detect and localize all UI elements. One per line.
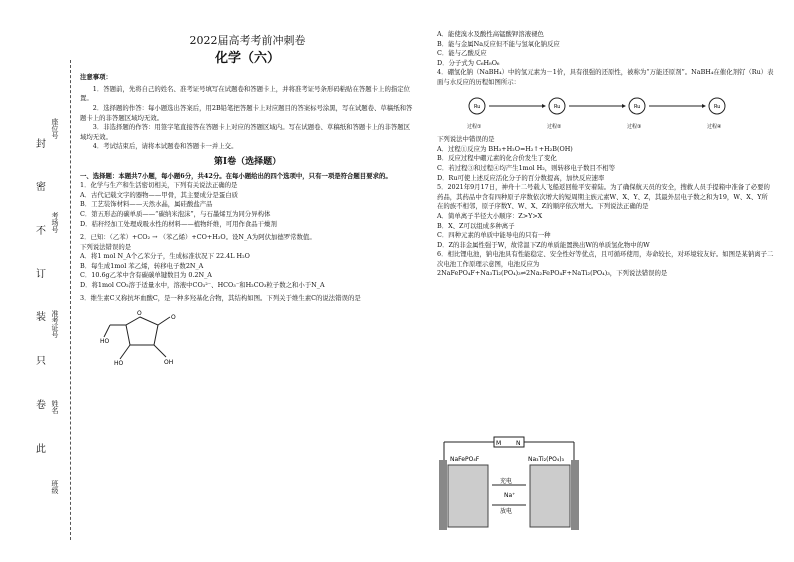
notice-item: 3．非选择题的作答：用签字笔直接答在答题卡上对应的答题区域内。写在试题卷、草稿纸和答题卡上的非答题区域均无效。 — [80, 123, 411, 141]
binding-char: 封 — [36, 139, 46, 150]
option: D．Z的非金属性强于W，故常温下Z的单质能置换出W的单质氢化物中的W — [437, 240, 650, 249]
option: C．能与乙酸反应 — [437, 49, 487, 58]
option: A．简单离子半径大小顺序：Z>Y>X — [437, 211, 543, 220]
option: C．10.6g乙苯中含有碳碳单键数目为 0.2N_A — [80, 271, 212, 280]
option: C．若过程③和过程④均产生1mol H₂，则转移电子数目不相等 — [437, 163, 616, 172]
battery-equation: 2NaFePO₄F+Na₃Ti₂(PO₄)₃⇌2Na₂FePO₄F+NaTi₂(PO₄)₃，下列说法错误的是 — [437, 269, 668, 278]
svg-text:Ru: Ru — [474, 103, 481, 110]
binding-char: 此 — [36, 444, 46, 455]
discharge-label: 放电 — [500, 508, 513, 515]
notice-heading: 注意事项： — [80, 73, 112, 82]
exam-room-field: 考场号 — [51, 212, 59, 233]
svg-text:HO: HO — [114, 360, 124, 368]
notice-item: 2．选择题的作答：每小题选出答案后，用2B铅笔把答题卡上对应题目的答案标号涂黑，写在试题卷、草稿纸和答题卡上的非答题区域均无效。 — [80, 103, 413, 122]
option: B．X、Z可以组成多种离子 — [437, 221, 515, 230]
admission-number-field: 准考证号 — [51, 310, 59, 338]
svg-text:O: O — [137, 310, 142, 318]
option: D．秸秆经加工处理成吸水性的材料——植物纤维，可用作食品干燥剂 — [80, 219, 277, 228]
option: D．将1mol CO₂溶于适量水中，溶液中CO₃²⁻、HCO₃⁻和H₂CO₃粒子数之和小于N_A — [80, 281, 325, 290]
section-intro: 一、选择题：本题共7小题，每小题6分，共42分。在每小题给出的四个选项中，只有一项是符合题目要求的。 — [80, 171, 392, 180]
svg-text:OH: OH — [164, 359, 174, 367]
electrode-n-label: N — [516, 440, 521, 447]
question-sub: 下列说法中错误的是 — [437, 135, 495, 144]
binding-char: 密 — [36, 182, 46, 193]
question-stem: 3．维生素C又称抗坏血酸C，是一种多羟基化合物，其结构如图。下列关于维生素C的说法错误的是 — [80, 293, 361, 302]
option: A．能使溴水及酸性高锰酸钾溶液褪色 — [437, 30, 544, 38]
option: C．四种元素的单质中能导电的只有一种 — [437, 231, 551, 240]
exam-subject: 化学（六） — [214, 50, 280, 66]
charge-label: 充电 — [500, 478, 513, 485]
binding-strip — [0, 0, 70, 562]
seal-line — [70, 60, 71, 540]
question-stem: 2．已知：（乙苯）+CO₂ → （苯乙烯）+CO+H₂O。设N_A为阿伏加德罗常数值。 — [80, 233, 316, 242]
anode-label: Na₃Ti₂(PO₄)₃ — [528, 456, 564, 463]
binding-char: 订 — [36, 269, 46, 280]
option: A．将1 mol N_A个乙苯分子，生成标准状况下 22.4L H₂O — [80, 252, 250, 261]
right-column — [437, 30, 774, 279]
question-stem: 4．硼氢化钠（NaBH₄）中的氢元素为－1价，具有很强的还原性，被称为“万能还原剂”。NaBH₄在催化剂钌（Ru）表面与水反应的历程如图所示： — [437, 68, 774, 86]
process-label: 过程① — [467, 123, 482, 130]
battery-diagram — [434, 435, 584, 540]
seat-number-field: 座位号 — [51, 118, 59, 139]
option: B．能与金属Na反应但不能与氢氧化钠反应 — [437, 39, 560, 48]
option: C．第五形态的碳单质——“碳纳米泡沫”，与石墨烯互为同分异构体 — [80, 209, 271, 218]
option: B．反应过程中硼元素的化合价发生了变化 — [437, 154, 557, 163]
process-label: 过程② — [547, 123, 562, 130]
exam-title: 2022届高考考前冲刺卷 — [189, 34, 306, 47]
option: D．分子式为 C₆H₈O₆ — [437, 58, 500, 67]
svg-text:Ru: Ru — [634, 103, 641, 110]
class-field: 班级 — [51, 480, 59, 494]
electrode-m-label: M — [496, 440, 502, 447]
option: B．每生成1mol 苯乙烯，转移电子数2N_A — [80, 261, 204, 270]
question-stem: 1．化学与生产和生活密切相关，下列有关说法正确的是 — [80, 181, 238, 190]
binding-char: 不 — [36, 226, 46, 237]
name-field: 姓名 — [51, 400, 59, 414]
svg-text:Ru: Ru — [554, 103, 561, 110]
binding-char: 只 — [36, 356, 46, 367]
left-column — [80, 30, 415, 371]
process-label: 过程③ — [627, 123, 642, 130]
svg-text:Ru: Ru — [714, 103, 721, 110]
reaction-process-diagram — [437, 88, 767, 132]
option: D．Ru可使上述反应活化分子的百分数提高，加快反应速率 — [437, 173, 605, 182]
svg-text:HO: HO — [100, 338, 110, 346]
binding-char: 卷 — [36, 400, 46, 411]
question-stem: 5．2021年9月17日，神舟十二号载人飞船返回舱平安着陆。为了确保航天员的安全，搜救人员手提箱中准备了必要的药品，其药品中含有四种原子序数依次增大的短周期主族元素W、X、Y、Z，其最外层电子数之和为19，W、X、Y所在的族不相邻，原子序数Y、W、X、Z的顺序依次增大。下列说法正确的是 — [437, 183, 770, 211]
option: A．过程①反应为 BH₃+H₂O=H₂↑+H₂B(OH) — [437, 144, 573, 153]
process-label: 过程④ — [707, 123, 722, 130]
question-stem: 6．相比锂电池，钠电池具有性能稳定、安全性好等优点，且可循环使用，寿命较长，对环境较友好。如图是某钠离子二次电池工作原理示意图，电池反应为 — [437, 250, 774, 268]
binding-char: 装 — [36, 312, 46, 323]
svg-text:O: O — [171, 314, 176, 322]
option: A．古代记载文字的器物——甲骨，其主要成分是蛋白质 — [80, 190, 238, 199]
notice-item: 1．答题前，先将自己的姓名、准考证号填写在试题卷和答题卡上，并将准考证号条形码粘贴在答题卡上的指定位置。 — [80, 84, 411, 103]
option: B．工艺装饰材料——天然水晶，属硅酸盐产品 — [80, 200, 213, 209]
notice-item: 4．考试结束后，请将本试题卷和答题卡一并上交。 — [92, 142, 238, 151]
vitamin-c-structure-icon — [100, 307, 190, 367]
question-sub: 下列说法错误的是 — [80, 242, 132, 251]
ion-label: Na⁺ — [504, 492, 516, 499]
cathode-label: NaFePO₄F — [450, 456, 480, 463]
section-title: 第Ⅰ卷（选择题） — [213, 156, 282, 167]
